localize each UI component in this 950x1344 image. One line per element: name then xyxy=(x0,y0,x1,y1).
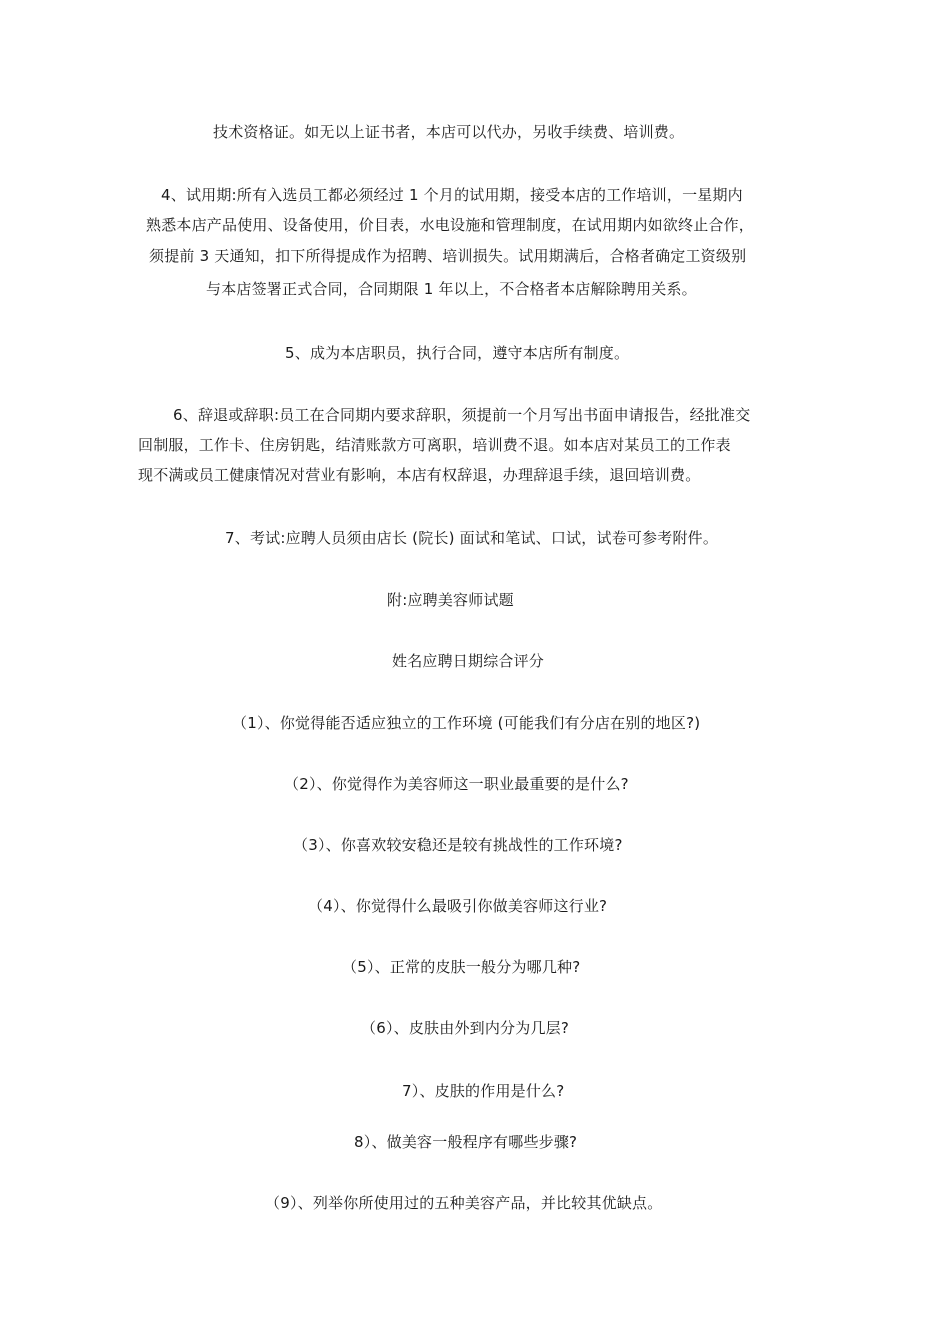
item4-line3: 须提前 3 天通知，扣下所得提成作为招聘、培训损失。试用期满后，合格者确定工资级别 xyxy=(149,247,747,265)
question-9: （9）、列举你所使用过的五种美容产品，并比较其优缺点。 xyxy=(265,1194,663,1212)
item7-line: 7、考试:应聘人员须由店长 (院长) 面试和笔试、口试，试卷可参考附件。 xyxy=(225,529,719,547)
intro-line: 技术资格证。如无以上证书者，本店可以代办，另收手续费、培训费。 xyxy=(213,123,685,141)
item6-line2: 回制服，工作卡、住房钥匙，结清账款方可离职，培训费不退。如本店对某员工的工作表 xyxy=(138,436,731,454)
appendix-title: 附:应聘美容师试题 xyxy=(387,591,514,609)
question-2: （2）、你觉得作为美容师这一职业最重要的是什么? xyxy=(284,775,629,793)
item6-line1: 6、辞退或辞职:员工在合同期内要求辞职，须提前一个月写出书面申请报告，经批准交 xyxy=(173,406,751,424)
question-1: （1）、你觉得能否适应独立的工作环境 (可能我们有分店在别的地区?) xyxy=(232,714,701,732)
question-5: （5）、正常的皮肤一般分为哪几种? xyxy=(342,958,581,976)
item4-line4: 与本店签署正式合同，合同期限 1 年以上，不合格者本店解除聘用关系。 xyxy=(206,280,697,298)
question-3: （3）、你喜欢较安稳还是较有挑战性的工作环境? xyxy=(293,836,623,854)
question-8: 8）、做美容一般程序有哪些步骤? xyxy=(354,1133,578,1151)
form-fields-line: 姓名应聘日期综合评分 xyxy=(392,652,545,670)
item4-line2: 熟悉本店产品使用、设备使用，价目表，水电设施和管理制度，在试用期内如欲终止合作， xyxy=(146,216,755,234)
question-4: （4）、你觉得什么最吸引你做美容师这行业? xyxy=(308,897,608,915)
question-7: 7）、皮肤的作用是什么? xyxy=(402,1082,565,1100)
item6-line3: 现不满或员工健康情况对营业有影响，本店有权辞退，办理辞退手续，退回培训费。 xyxy=(138,466,701,484)
item5-line: 5、成为本店职员，执行合同，遵守本店所有制度。 xyxy=(285,344,630,362)
question-6: （6）、皮肤由外到内分为几层? xyxy=(361,1019,570,1037)
item4-line1: 4、试用期:所有入选员工都必须经过 1 个月的试用期，接受本店的工作培训，一星期内 xyxy=(161,186,743,204)
